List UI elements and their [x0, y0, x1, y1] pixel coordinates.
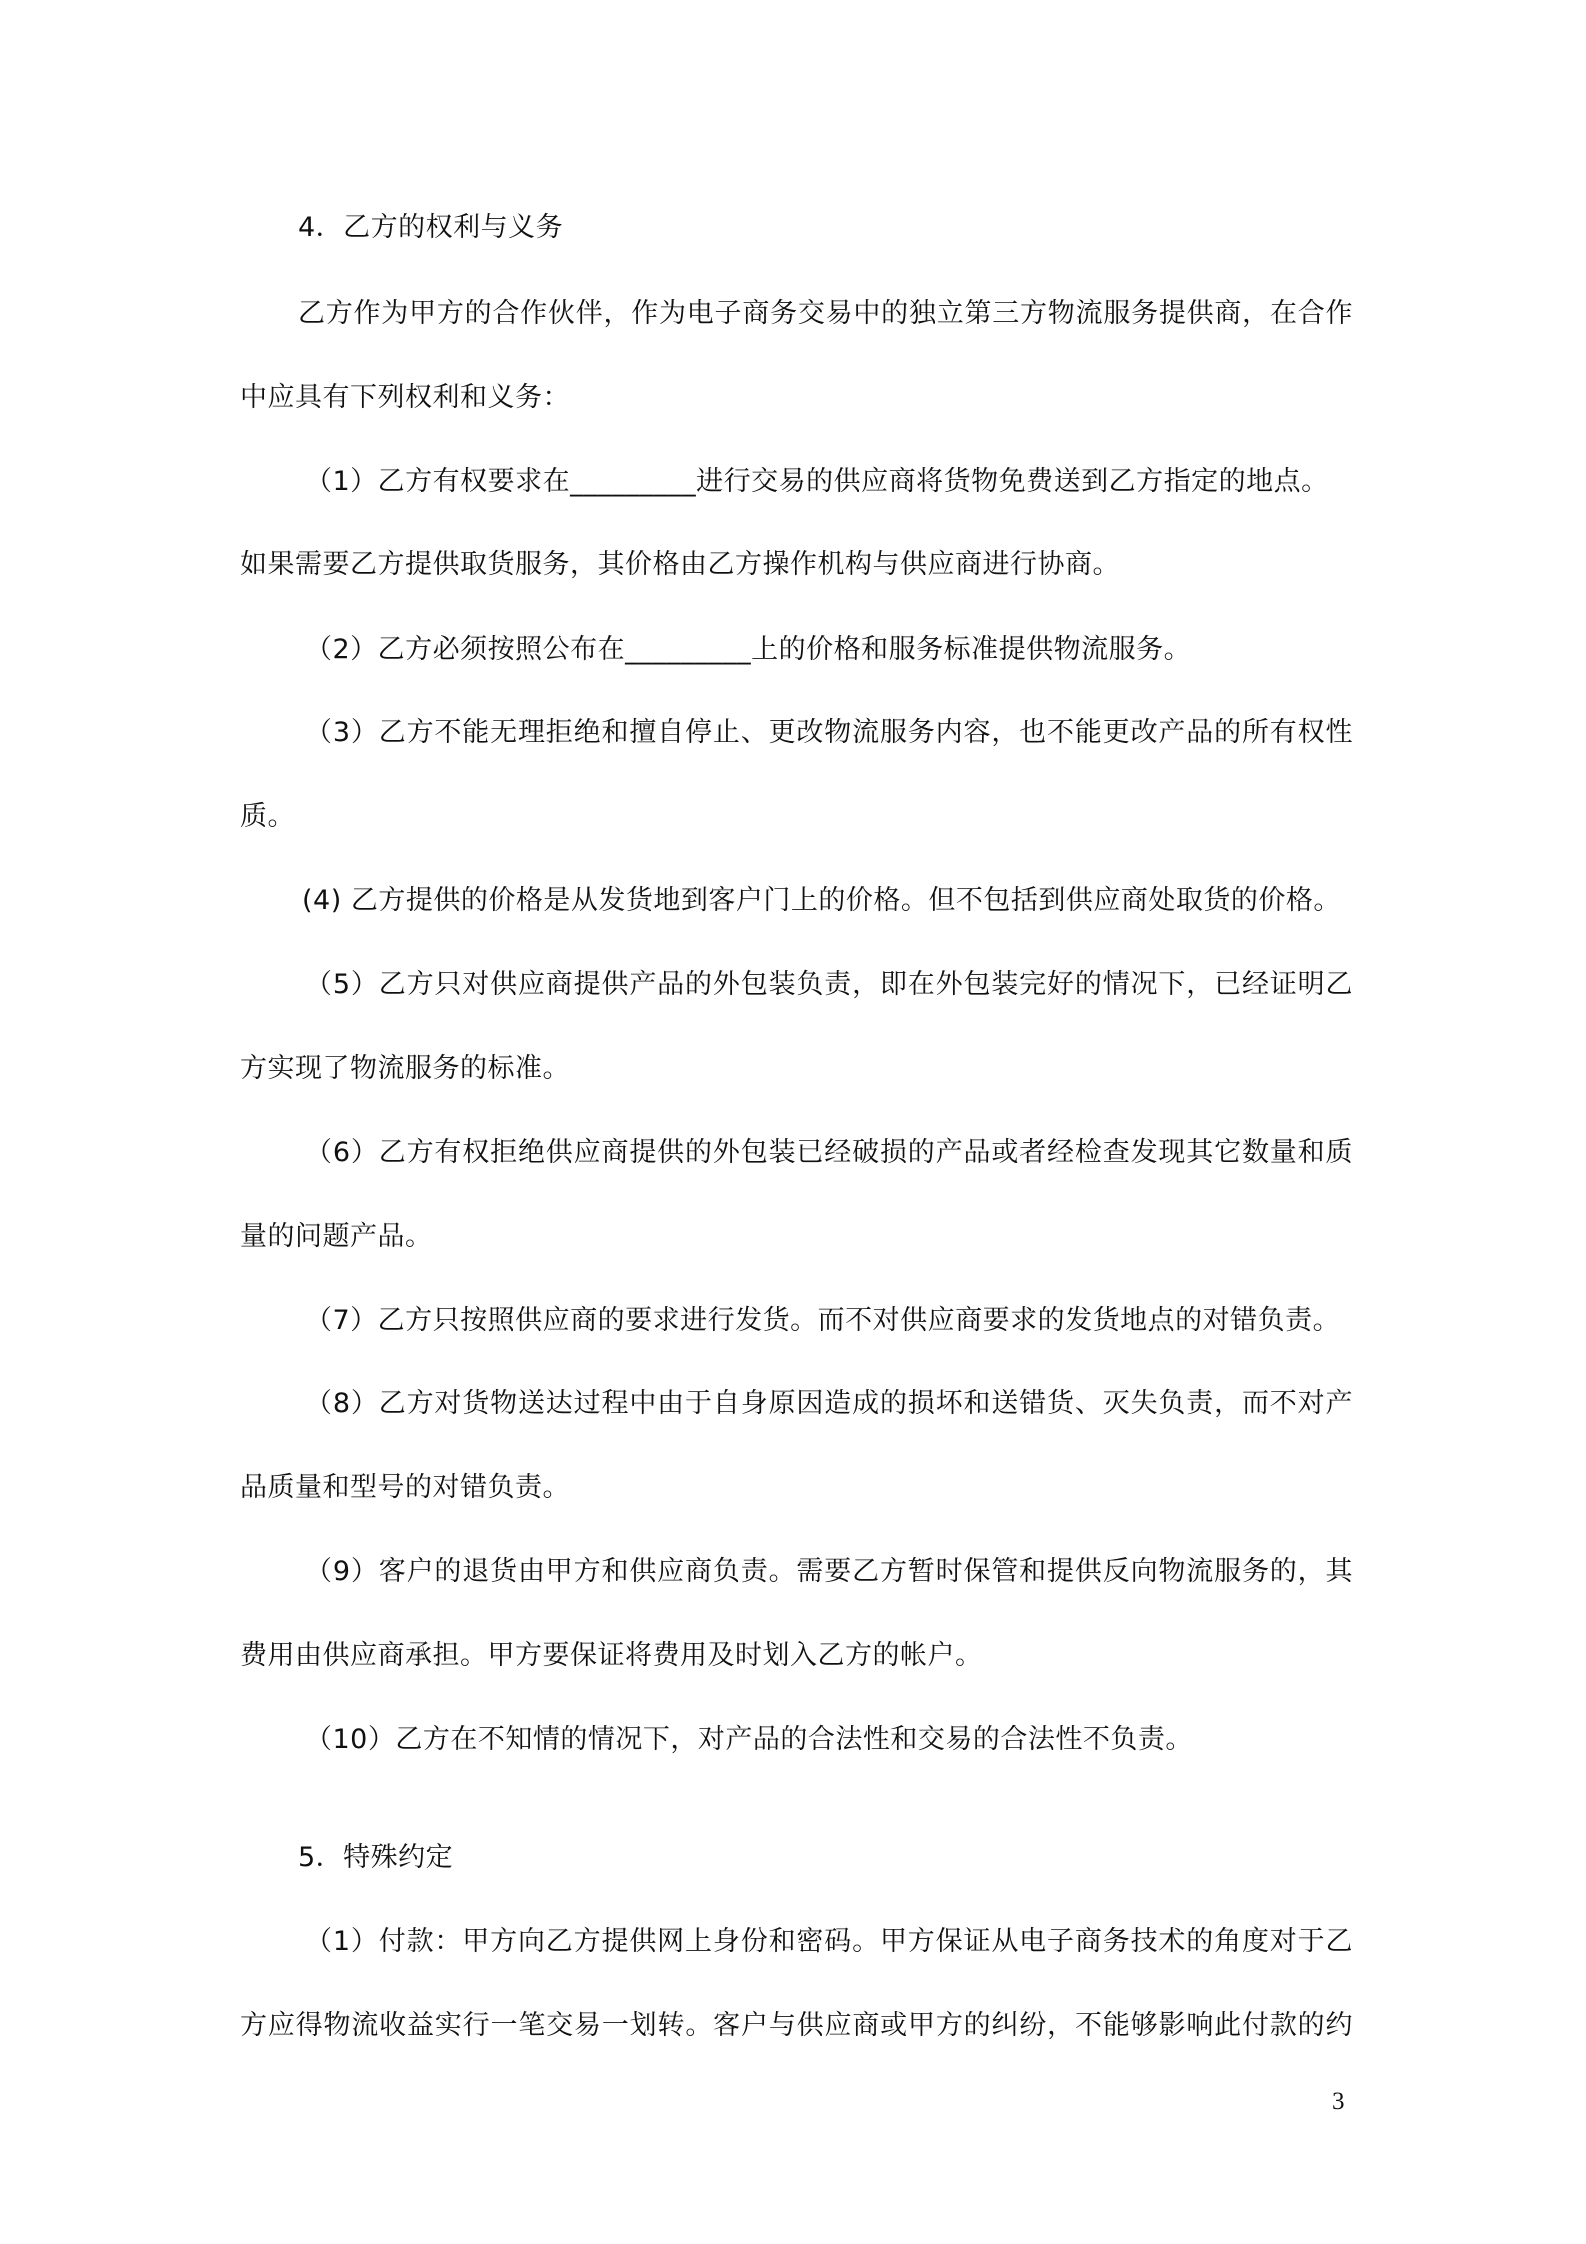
- section-4-heading: 4．乙方的权利与义务: [298, 212, 564, 243]
- section-4-item-7: （7）乙方只按照供应商的要求进行发货。而不对供应商要求的发货地点的对错负责。: [305, 1305, 1341, 1336]
- section-5-item-1-line-2: 方应得物流收益实行一笔交易一划转。客户与供应商或甲方的纠纷，不能够影响此付款的约: [240, 2010, 1353, 2041]
- section-4-intro-line-2: 中应具有下列权利和义务：: [240, 382, 570, 413]
- section-4-item-10: （10）乙方在不知情的情况下，对产品的合法性和交易的合法性不负责。: [305, 1724, 1193, 1755]
- section-4-item-3-line-2: 质。: [240, 801, 295, 832]
- section-4-item-8-line-1: （8）乙方对货物送达过程中由于自身原因造成的损坏和送错货、灭失负责，而不对产: [305, 1388, 1353, 1419]
- section-4-item-1-line-2: 如果需要乙方提供取货服务，其价格由乙方操作机构与供应商进行协商。: [240, 549, 1120, 580]
- page-number: 3: [1332, 2088, 1345, 2115]
- section-4-item-5-line-2: 方实现了物流服务的标准。: [240, 1053, 570, 1084]
- section-4-item-4: (4) 乙方提供的价格是从发货地到客户门上的价格。但不包括到供应商处取货的价格。: [302, 885, 1341, 916]
- section-4-item-5-line-1: （5）乙方只对供应商提供产品的外包装负责，即在外包装完好的情况下，已经证明乙: [305, 969, 1353, 1000]
- section-4-item-9-line-2: 费用由供应商承担。甲方要保证将费用及时划入乙方的帐户。: [240, 1640, 983, 1671]
- section-4-item-2: （2）乙方必须按照公布在_________上的价格和服务标准提供物流服务。: [305, 634, 1192, 665]
- section-4-item-6-line-2: 量的问题产品。: [240, 1221, 433, 1252]
- section-4-item-1-line-1: （1）乙方有权要求在_________进行交易的供应商将货物免费送到乙方指定的地点。: [305, 466, 1329, 497]
- section-5-heading: 5．特殊约定: [298, 1842, 454, 1873]
- section-4-item-9-line-1: （9）客户的退货由甲方和供应商负责。需要乙方暂时保管和提供反向物流服务的，其: [305, 1556, 1353, 1587]
- section-4-item-6-line-1: （6）乙方有权拒绝供应商提供的外包装已经破损的产品或者经检查发现其它数量和质: [305, 1137, 1353, 1168]
- section-5-item-1-line-1: （1）付款：甲方向乙方提供网上身份和密码。甲方保证从电子商务技术的角度对于乙: [305, 1926, 1353, 1957]
- section-4-item-3-line-1: （3）乙方不能无理拒绝和擅自停止、更改物流服务内容，也不能更改产品的所有权性: [305, 717, 1353, 748]
- section-4-intro-line-1: 乙方作为甲方的合作伙伴，作为电子商务交易中的独立第三方物流服务提供商，在合作: [298, 298, 1353, 329]
- section-4-item-8-line-2: 品质量和型号的对错负责。: [240, 1472, 570, 1503]
